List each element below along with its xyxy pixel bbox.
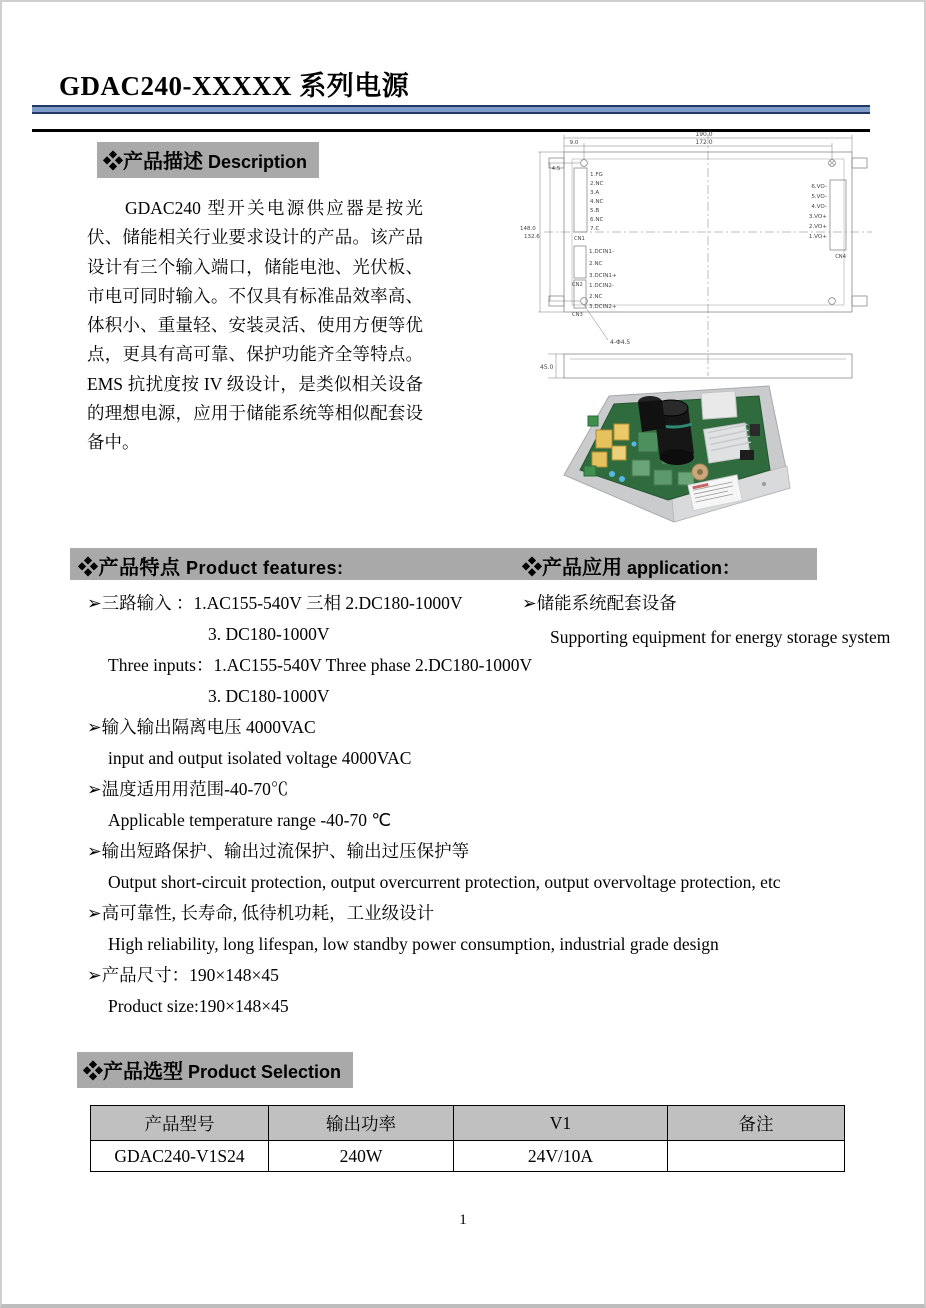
cn3-label: CN3 — [572, 312, 583, 318]
application-item: Supporting equipment for energy storage system — [550, 627, 891, 647]
dim-offset-label: 9.0 — [569, 140, 579, 146]
features-heading-zh: ❖产品特点 — [78, 557, 181, 579]
feature-item: ➢输出短路保护、输出过流保护、输出过压保护等 — [87, 841, 470, 861]
svg-text:7.C: 7.C — [590, 226, 600, 232]
svg-text:2.NC: 2.NC — [590, 181, 604, 187]
col-header-model: 产品型号 — [91, 1106, 269, 1141]
cell-power: 240W — [269, 1141, 454, 1172]
table-header-row — [91, 1106, 845, 1141]
feature-item: High reliability, long lifespan, low standby power consumption, industrial grade design — [108, 934, 719, 954]
svg-text:5.B: 5.B — [590, 208, 600, 214]
svg-text:5.VO-: 5.VO- — [811, 194, 827, 200]
dim-hole-span-h-label: 172.0 — [695, 139, 713, 146]
svg-text:4.NC: 4.NC — [590, 199, 604, 205]
feature-item: 3. DC180-1000V — [208, 624, 330, 644]
dim-hole-span-v-label: 132.6 — [524, 234, 540, 240]
application-section-header — [522, 551, 740, 580]
selection-section-header — [77, 1052, 353, 1088]
svg-text:2.NC: 2.NC — [589, 294, 603, 300]
svg-text:1.DCIN2-: 1.DCIN2- — [589, 283, 614, 289]
application-list — [522, 588, 891, 653]
page-number: 1 — [459, 1212, 467, 1228]
description-paragraph: GDAC240 型开关电源供应器是按光伏、储能相关行业要求设计的产品。该产品设计有三个输入端口，储能电池、光伏板、市电可同时输入。不仅具有标准品效率高、体积小、重量轻、安装灵活、使用方便等优点，更具有高可靠、保护功能齐全等特点。EMS 抗扰度按 IV 级设计，是类似相关设备的理想电源，应用于储能系统等相似配套设备中。 — [87, 198, 423, 453]
cn3-pin-labels — [572, 283, 617, 318]
svg-text:3.VO+: 3.VO+ — [808, 214, 827, 220]
dimension-drawing — [518, 128, 898, 380]
holes-note-label: 4-Φ4.5 — [610, 339, 631, 346]
col-header-note: 备注 — [668, 1106, 845, 1141]
features-application-header-bar — [70, 548, 817, 580]
feature-item: 3. DC180-1000V — [208, 686, 330, 706]
description-heading-en: Description — [208, 152, 308, 172]
table-row — [91, 1141, 845, 1172]
svg-text:3.A: 3.A — [590, 190, 600, 196]
feature-item: Applicable temperature range -40-70 ℃ — [108, 810, 392, 830]
feature-item: ➢三路输入 ：1.AC155-540V 三相 2.DC180-1000V — [87, 593, 463, 613]
col-header-power: 输出功率 — [269, 1106, 454, 1141]
dim-depth-label: 45.0 — [540, 364, 554, 371]
dim-height-label: 148.0 — [520, 226, 536, 232]
product-selection-table — [90, 1105, 845, 1172]
dim-hole-edge-label: 4.5 — [551, 166, 561, 172]
application-item: ➢储能系统配套设备 — [522, 593, 677, 613]
drawing-lines — [538, 134, 872, 378]
selection-heading-en: Product Selection — [188, 1062, 342, 1082]
application-heading-en: application： — [627, 558, 741, 578]
svg-text:2.VO+: 2.VO+ — [808, 224, 827, 230]
page-title: GDAC240-XXXXX 系列电源 — [59, 71, 410, 101]
cn4-pin-labels — [809, 184, 847, 260]
cell-model: GDAC240-V1S24 — [91, 1141, 269, 1172]
feature-item: Output short-circuit protection, output overcurrent protection, output overvoltage protection, etc — [108, 872, 781, 892]
cn2-label: CN2 — [572, 282, 583, 288]
feature-item: input and output isolated voltage 4000VAC — [108, 748, 412, 768]
feature-item: ➢产品尺寸：190×148×45 — [87, 965, 279, 985]
svg-text:6.VO-: 6.VO- — [811, 184, 827, 190]
svg-text:4.VO-: 4.VO- — [811, 204, 827, 210]
feature-item: Three inputs：1.AC155-540V Three phase 2.DC180-1000V — [108, 655, 533, 675]
dim-width-label: 190.0 — [695, 131, 713, 138]
svg-text:3.DCIN1+: 3.DCIN1+ — [589, 273, 617, 279]
title-underline-blue — [32, 105, 870, 114]
svg-text:1.VO+: 1.VO+ — [808, 234, 827, 240]
features-section-header — [78, 551, 344, 580]
cell-note — [668, 1141, 845, 1172]
svg-text:6.NC: 6.NC — [590, 217, 604, 223]
svg-text:2.NC: 2.NC — [589, 261, 603, 267]
features-heading-en: Product features: — [186, 558, 344, 578]
svg-text:1.FG: 1.FG — [590, 172, 603, 178]
cn4-label: CN4 — [835, 254, 846, 260]
feature-item: Product size:190×148×45 — [108, 996, 289, 1016]
cell-v1: 24V/10A — [454, 1141, 668, 1172]
application-heading-zh: ❖产品应用 — [522, 557, 622, 579]
product-photo — [554, 380, 799, 525]
feature-item: ➢输入输出隔离电压 4000VAC — [87, 717, 316, 737]
col-header-v1: V1 — [454, 1106, 668, 1141]
cn1-pin-labels — [574, 172, 604, 242]
description-section-header — [97, 142, 319, 178]
features-list — [87, 588, 891, 1022]
feature-item: ➢温度适用用范围-40-70℃ — [87, 779, 289, 799]
feature-item: ➢高可靠性, 长寿命, 低待机功耗，工业级设计 — [87, 903, 435, 923]
selection-heading-zh: ❖产品选型 — [83, 1061, 183, 1083]
cn1-label: CN1 — [574, 236, 585, 242]
svg-text:3.DCIN2+: 3.DCIN2+ — [589, 304, 617, 310]
description-heading-zh: ❖产品描述 — [103, 151, 203, 173]
svg-text:1.DCIN1-: 1.DCIN1- — [589, 249, 614, 255]
